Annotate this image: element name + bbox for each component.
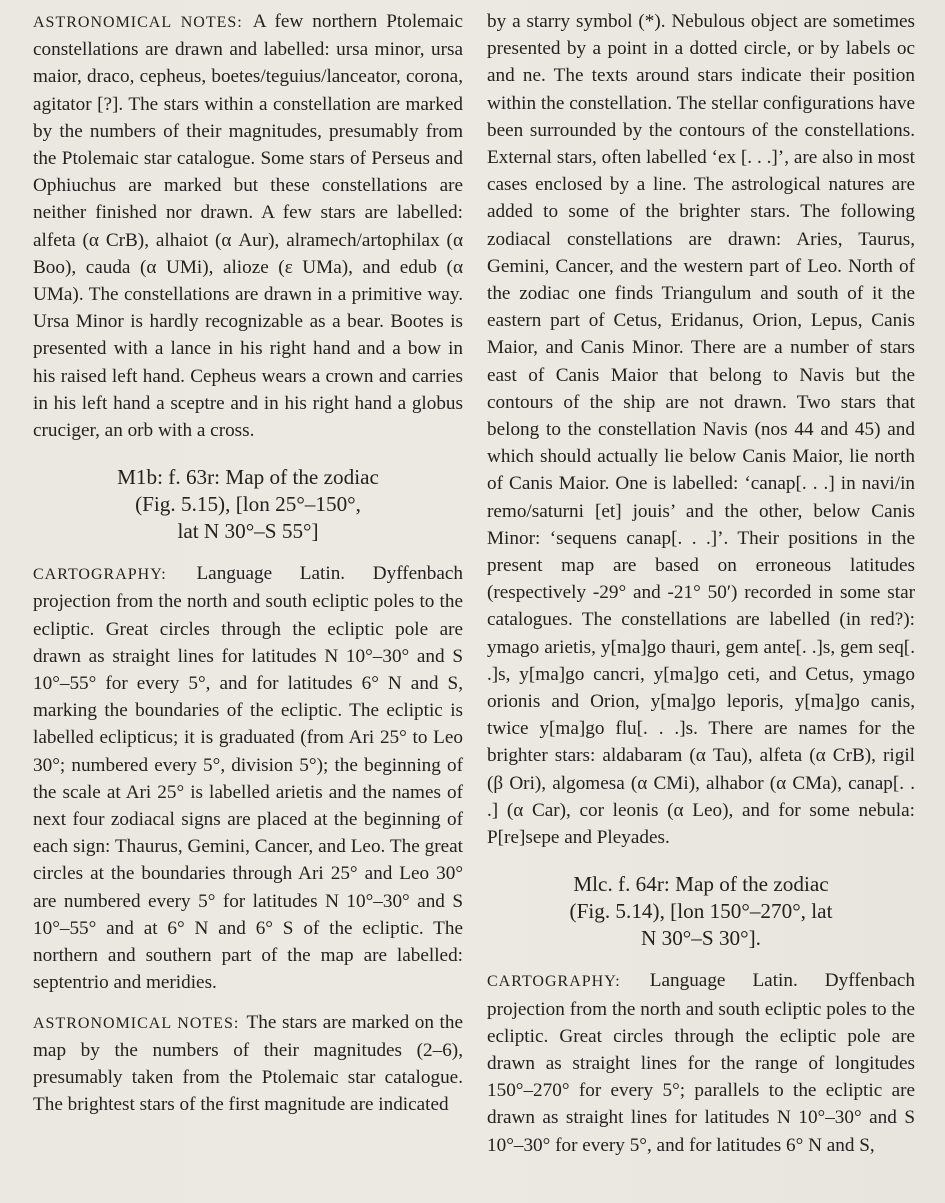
left-map-heading xyxy=(33,464,463,545)
left-column xyxy=(33,8,463,1203)
left-map-heading-line-3: lat N 30°–S 55°] xyxy=(177,519,319,544)
left-astronomical-notes-paragraph xyxy=(33,8,463,444)
right-map-heading xyxy=(487,871,915,952)
left-cartography-label: CARTOGRAPHY: xyxy=(33,566,167,584)
right-cartography-text: Language Latin. Dyffenbach projection from the north and south ecliptic poles to the ecliptic. Great circles through the ecliptic pole are drawn as straight lines for the range of longitudes 150°–270° for every 5°; parallels to the ecliptic are drawn as straight lines for latitudes N 10°–30° and S 10°–30° for every 5°, and for latitudes 6° N and S, xyxy=(487,970,915,1156)
left-astronomical-notes-label: ASTRONOMICAL NOTES: xyxy=(33,14,243,31)
right-continuation-paragraph xyxy=(487,8,915,851)
left-cartography-paragraph xyxy=(33,560,463,996)
right-column xyxy=(487,8,915,1203)
left-second-astronomical-notes-text: The stars are marked on the map by the numbers of their magnitudes (2–6), presumably taken from the Ptolemaic star catalogue. The brightest stars of the first magnitude are indicated xyxy=(33,1011,464,1116)
left-cartography-text: Language Latin. Dyffenbach projection from the north and south ecliptic poles to the ecliptic. Great circles through the ecliptic pole are drawn as straight lines for latitudes N 10°–30° and S 10°–55° for every 5°, and for latitudes 6° N and S, marking the boundaries of the ecliptic. The ecliptic is labelled eclipticus; it is graduated (from Ari 25° to Leo 30°; numbered every 5°, division 5°); the beginning of the scale at Ari 25° is labelled arietis and the names of next four zodiacal signs are placed at the beginning of each sign: Thaurus, Gemini, Cancer, and Leo. The great circles at the boundaries through Ari 25° and Leo 30° are numbered every 5° for latitudes N 10°–30° and S 10°–55° and at 6° N and 6° S of the ecliptic. The northern and southern part of the map are labelled: septentrio and meridies. xyxy=(33,563,463,994)
right-cartography-paragraph xyxy=(487,967,915,1158)
left-map-heading-line-2: (Fig. 5.15), [lon 25°–150°, xyxy=(135,492,361,517)
left-astronomical-notes-text: A few northern Ptolemaic constellations are drawn and labelled: ursa minor, ursa maior, draco, cepheus, boetes/teguius/lanceator, corona, agitator [?]. The stars within a constellation are marked by the numbers of their magnitudes, presumably from the Ptolemaic star catalogue. Some stars of Perseus and Ophiuchus are marked but these constellations are neither finished nor drawn. A few stars are labelled: alfeta (α CrB), alhaiot (α Aur), alramech/artophilax (α Boo), cauda (α UMi), alioze (ε UMa), and edub (α UMa). The constellations are drawn in a primitive way. Ursa Minor is hardly recognizable as a bear. Bootes is presented with a lance in his right hand and a bow in his raised left hand. Cepheus wears a crown and carries in his left hand a sceptre and in his right hand a globus cruciger, an orb with a cross. xyxy=(33,11,463,442)
left-map-heading-line-1: M1b: f. 63r: Map of the zodiac xyxy=(117,465,379,490)
left-second-astronomical-notes-label: ASTRONOMICAL NOTES: xyxy=(33,1014,240,1032)
right-map-heading-line-2: (Fig. 5.14), [lon 150°–270°, lat xyxy=(569,899,833,924)
right-continuation-text: by a starry symbol (*). Nebulous object are sometimes presented by a point in a dotted circle, or by labels oc and ne. The texts around stars indicate their position within the constellation. The stellar configurations have been surrounded by the contours of the constellations. External stars, often labelled ‘ex [. . .]’, are also in most cases enclosed by a line. The astrological natures are added to some of the brighter stars. The following zodiacal constellations are drawn: Aries, Taurus, Gemini, Cancer, and the western part of Leo. North of the zodiac one finds Triangulum and south of it the eastern part of Cetus, Eridanus, Orion, Lepus, Canis Maior, and Canis Minor. There are a number of stars east of Canis Maior that belong to Navis but the contours of the ship are not drawn. Two stars that belong to the constellation Navis (nos 44 and 45) and which should actually lie below Canis Maior, lie north of Canis Maior. One is labelled: ‘canap[. . .] in navi/in remo/saturni [et] jouis’ and the other, below Canis Minor: ‘sequens canap[. . .]’. Their positions in the present map are based on erroneous latitudes (respectively -29° and -21° 50′) recorded in some star catalogues. The constellations are labelled (in red?): ymago arietis, y[ma]go thauri, gem ante[. .]s, gem seq[. .]s, y[ma]go cancri, y[ma]go ceti, and Cetus, ymago orionis and Orion, y[ma]go leporis, y[ma]go canis, twice y[ma]go flu[. . .]s. There are names for the brighter stars: aldabaram (α Tau), alfeta (α CrB), rigil (β Ori), algomesa (α CMi), alhabor (α CMa), canap[. . .] (α Car), cor leonis (α Leo), and for some nebula: P[re]sepe and Pleyades. xyxy=(487,11,915,849)
left-second-astronomical-notes-paragraph xyxy=(33,1009,463,1119)
right-map-heading-line-1: Mlc. f. 64r: Map of the zodiac xyxy=(573,872,829,897)
right-map-heading-line-3: N 30°–S 30°]. xyxy=(641,926,761,951)
right-cartography-label: CARTOGRAPHY: xyxy=(487,973,621,991)
